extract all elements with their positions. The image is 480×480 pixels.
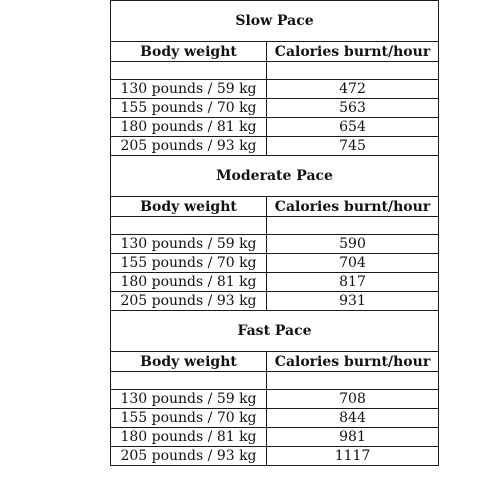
section-title: Slow Pace [111,1,439,42]
calorie-table-container [110,0,438,466]
calories-cell: 817 [267,273,439,292]
header-body-weight: Body weight [111,42,267,62]
table-row [111,235,439,254]
weight-cell: 130 pounds / 59 kg [111,235,267,254]
table-row [111,80,439,99]
blank-row [111,372,439,390]
table-row [111,99,439,118]
blank-cell [267,62,439,80]
calories-cell: 590 [267,235,439,254]
blank-row [111,217,439,235]
weight-cell: 155 pounds / 70 kg [111,254,267,273]
calories-cell: 472 [267,80,439,99]
header-calories: Calories burnt/hour [267,42,439,62]
table-row [111,254,439,273]
calories-cell: 931 [267,292,439,311]
header-body-weight: Body weight [111,352,267,372]
table-row [111,390,439,409]
weight-cell: 205 pounds / 93 kg [111,292,267,311]
table-row [111,409,439,428]
table-row [111,118,439,137]
table-row [111,292,439,311]
section-title: Fast Pace [111,311,439,352]
weight-cell: 180 pounds / 81 kg [111,428,267,447]
section-title-row [111,1,439,42]
weight-cell: 155 pounds / 70 kg [111,409,267,428]
header-row [111,42,439,62]
calories-cell: 563 [267,99,439,118]
weight-cell: 155 pounds / 70 kg [111,99,267,118]
table-row [111,428,439,447]
blank-row [111,62,439,80]
section-title-row [111,156,439,197]
section-title-row [111,311,439,352]
table-row [111,447,439,466]
weight-cell: 180 pounds / 81 kg [111,118,267,137]
calories-cell: 654 [267,118,439,137]
blank-cell [267,372,439,390]
section-title: Moderate Pace [111,156,439,197]
calories-cell: 981 [267,428,439,447]
header-body-weight: Body weight [111,197,267,217]
blank-cell [111,62,267,80]
blank-cell [267,217,439,235]
calories-cell: 708 [267,390,439,409]
weight-cell: 205 pounds / 93 kg [111,447,267,466]
calories-cell: 844 [267,409,439,428]
blank-cell [111,372,267,390]
header-row [111,352,439,372]
calories-cell: 1117 [267,447,439,466]
table-row [111,273,439,292]
header-calories: Calories burnt/hour [267,352,439,372]
weight-cell: 130 pounds / 59 kg [111,390,267,409]
weight-cell: 205 pounds / 93 kg [111,137,267,156]
weight-cell: 180 pounds / 81 kg [111,273,267,292]
table-row [111,137,439,156]
weight-cell: 130 pounds / 59 kg [111,80,267,99]
blank-cell [111,217,267,235]
calorie-table [110,0,439,466]
calories-cell: 704 [267,254,439,273]
header-calories: Calories burnt/hour [267,197,439,217]
calories-cell: 745 [267,137,439,156]
header-row [111,197,439,217]
